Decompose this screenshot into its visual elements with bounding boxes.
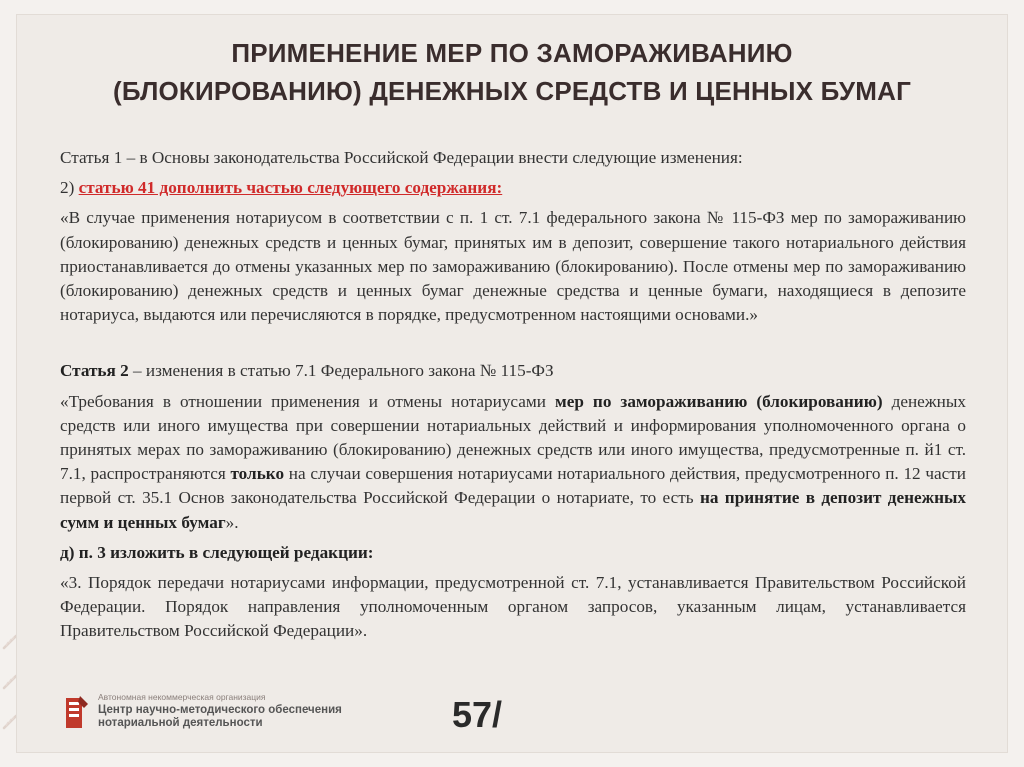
paragraph-article-1: Статья 1 – в Основы законодательства Российской Федерации внести следующие изменения: bbox=[60, 148, 743, 167]
paragraph-quote-3: «3. Порядок передачи нотариусами информации, предусмотренной ст. 7.1, устанавливается Правительством Российской Федерации. Порядок направления уполномоченным органом запросов, указанным лицам, устанавливается Правительством Российской Федерации». bbox=[60, 573, 966, 641]
paragraph-point-2 bbox=[60, 176, 966, 200]
paragraph-quote-1: «В случае применения нотариусом в соответствии с п. 1 ст. 7.1 федерального закона № 115-ФЗ мер по замораживанию (блокированию) денежных средств и ценных бумаг, принятых им в депозит, совершение такого нотариального действия приостанавливается до отмены указанных мер по замораживанию (блокированию). После отмены мер по замораживанию (блокированию) денежных средств и ценных бумаг денежные средства и ценные бумаги, находящиеся в депозите нотариуса, выдаются или перечисляются в порядке, предусмотренном настоящими основами.» bbox=[60, 208, 966, 325]
title-line-2: (БЛОКИРОВАНИЮ) ДЕНЕЖНЫХ СРЕДСТВ И ЦЕННЫХ БУМАГ bbox=[112, 76, 912, 106]
logo-org-type: Автономная некоммерческая организация bbox=[98, 692, 266, 702]
title-line-1: ПРИМЕНЕНИЕ МЕР ПО ЗАМОРАЖИВАНИЮ bbox=[231, 38, 793, 68]
req-text-a: «Требования в отношении применения и отмены нотариусами bbox=[60, 391, 555, 411]
article-2-label: Статья 2 bbox=[60, 361, 129, 381]
paragraph-article-2 bbox=[60, 359, 966, 383]
req-bold-f: на принятие в депозит денежных сумм и ценных бумаг bbox=[60, 488, 967, 532]
organization-logo bbox=[66, 692, 366, 740]
req-bold-b: мер по замораживанию (блокированию) bbox=[555, 391, 883, 411]
paragraph-point-d bbox=[60, 541, 966, 565]
article-2-text: – изменения в статью 7.1 Федерального закона № 115-ФЗ bbox=[128, 361, 554, 381]
slide-body bbox=[60, 146, 966, 650]
point-d-label: д) п. 3 изложить в следующей редакции: bbox=[60, 542, 374, 562]
req-text-e: на случаи совершения нотариусами нотариального действия, предусмотренного п. 12 части первой ст. 35.1 Основ законодательства Российской Федерации о нотариате, то есть bbox=[60, 464, 966, 508]
req-text-c: денежных средств или иного имущества при совершении нотариальных действий и информирования уполномоченного органа о принятых мерах по замораживанию (блокированию) денежных средств или иного имущества, предусмотренные п. й1 ст. 7.1, распространяются bbox=[60, 391, 966, 484]
logo-org-name bbox=[98, 704, 342, 730]
logo-icon bbox=[66, 696, 88, 730]
point-2-prefix: 2) bbox=[60, 178, 79, 198]
req-text-g: ». bbox=[225, 512, 239, 532]
logo-org-name-line-1: Центр научно-методического обеспечения bbox=[98, 704, 342, 716]
logo-org-name-line-2: нотариальной деятельности bbox=[98, 717, 263, 729]
req-bold-d: только bbox=[230, 464, 285, 484]
point-2-link[interactable]: статью 41 дополнить частью следующего содержания: bbox=[78, 178, 503, 198]
slide-title bbox=[40, 34, 984, 110]
page-number: 57/ bbox=[452, 694, 503, 735]
paragraph-requirements bbox=[60, 390, 966, 535]
